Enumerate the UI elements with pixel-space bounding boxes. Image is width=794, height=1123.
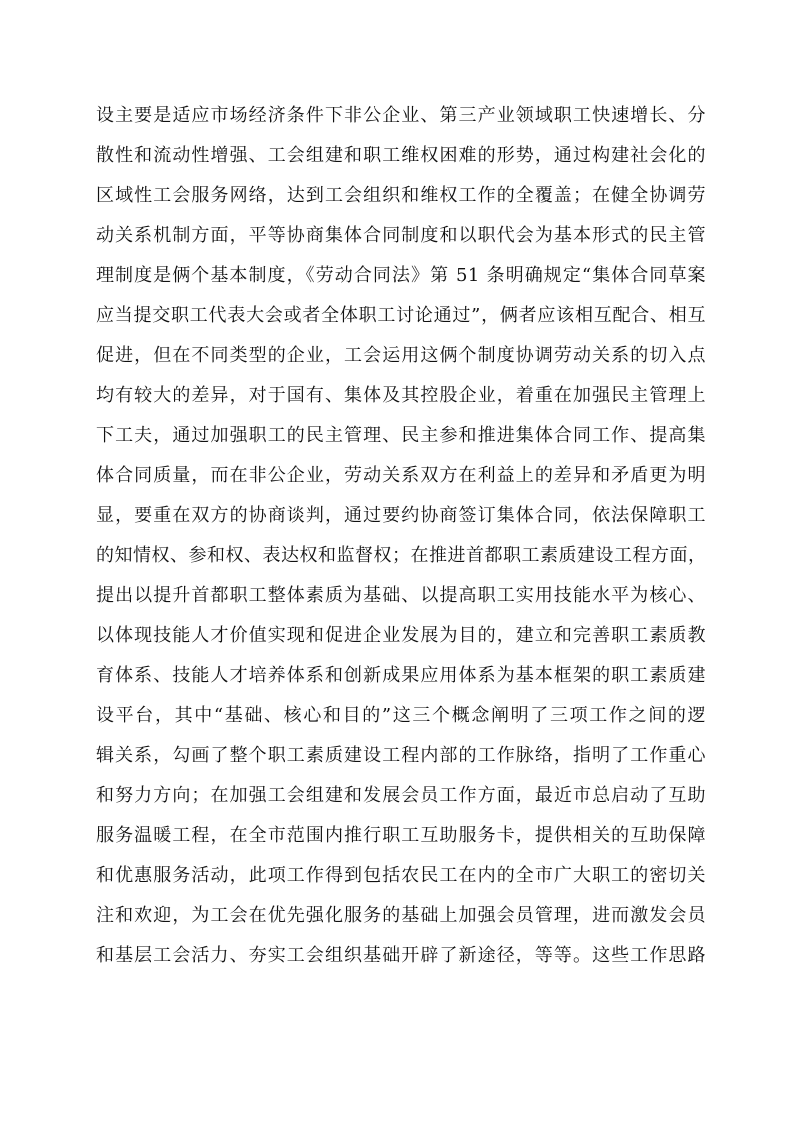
text-line: 区域性工会服务网络，达到工会组织和维权工作的全覆盖；在健全协调劳 xyxy=(96,185,706,206)
text-line: 促进，但在不同类型的企业，工会运用这俩个制度协调劳动关系的切入点 xyxy=(96,345,706,366)
text-line: 的知情权、参和权、表达权和监督权；在推进首都职工素质建设工程方面， xyxy=(96,545,707,566)
text-line: 设主要是适应市场经济条件下非公企业、第三产业领域职工快速增长、分 xyxy=(96,105,706,126)
text-line: 和优惠服务活动，此项工作得到包括农民工在内的全市广大职工的密切关 xyxy=(96,865,706,886)
text-line: 辑关系，勾画了整个职工素质建设工程内部的工作脉络，指明了工作重心 xyxy=(96,745,706,766)
text-line: 设平台，其中“基础、核心和目的”这三个概念阐明了三项工作之间的逻 xyxy=(96,705,706,726)
text-line: 育体系、技能人才培养体系和创新成果应用体系为基本框架的职工素质建 xyxy=(96,665,706,686)
text-line: 以体现技能人才价值实现和促进企业发展为目的，建立和完善职工素质教 xyxy=(96,625,706,646)
body-paragraph xyxy=(96,96,706,976)
text-line: 体合同质量，而在非公企业，劳动关系双方在利益上的差异和矛盾更为明 xyxy=(96,465,706,486)
text-line: 均有较大的差异，对于国有、集体及其控股企业，着重在加强民主管理上 xyxy=(96,385,706,406)
text-line: 理制度是俩个基本制度，《劳动合同法》第 51 条明确规定“集体合同草案 xyxy=(96,265,706,286)
text-line: 提出以提升首都职工整体素质为基础、以提高职工实用技能水平为核心、 xyxy=(96,585,706,606)
text-line: 应当提交职工代表大会或者全体职工讨论通过”，俩者应该相互配合、相互 xyxy=(96,305,706,326)
text-line: 散性和流动性增强、工会组建和职工维权困难的形势，通过构建社会化的 xyxy=(96,145,706,166)
text-line: 和基层工会活力、夯实工会组织基础开辟了新途径，等等。这些工作思路 xyxy=(96,945,706,966)
text-line: 显，要重在双方的协商谈判，通过要约协商签订集体合同，依法保障职工 xyxy=(96,505,706,526)
text-line: 服务温暖工程，在全市范围内推行职工互助服务卡，提供相关的互助保障 xyxy=(96,825,706,846)
text-line: 下工夫，通过加强职工的民主管理、民主参和推进集体合同工作、提高集 xyxy=(96,425,706,446)
text-line: 动关系机制方面，平等协商集体合同制度和以职代会为基本形式的民主管 xyxy=(96,225,706,246)
text-line: 和努力方向；在加强工会组建和发展会员工作方面，最近市总启动了互助 xyxy=(96,785,706,806)
text-line: 注和欢迎，为工会在优先强化服务的基础上加强会员管理，进而激发会员 xyxy=(96,905,706,926)
